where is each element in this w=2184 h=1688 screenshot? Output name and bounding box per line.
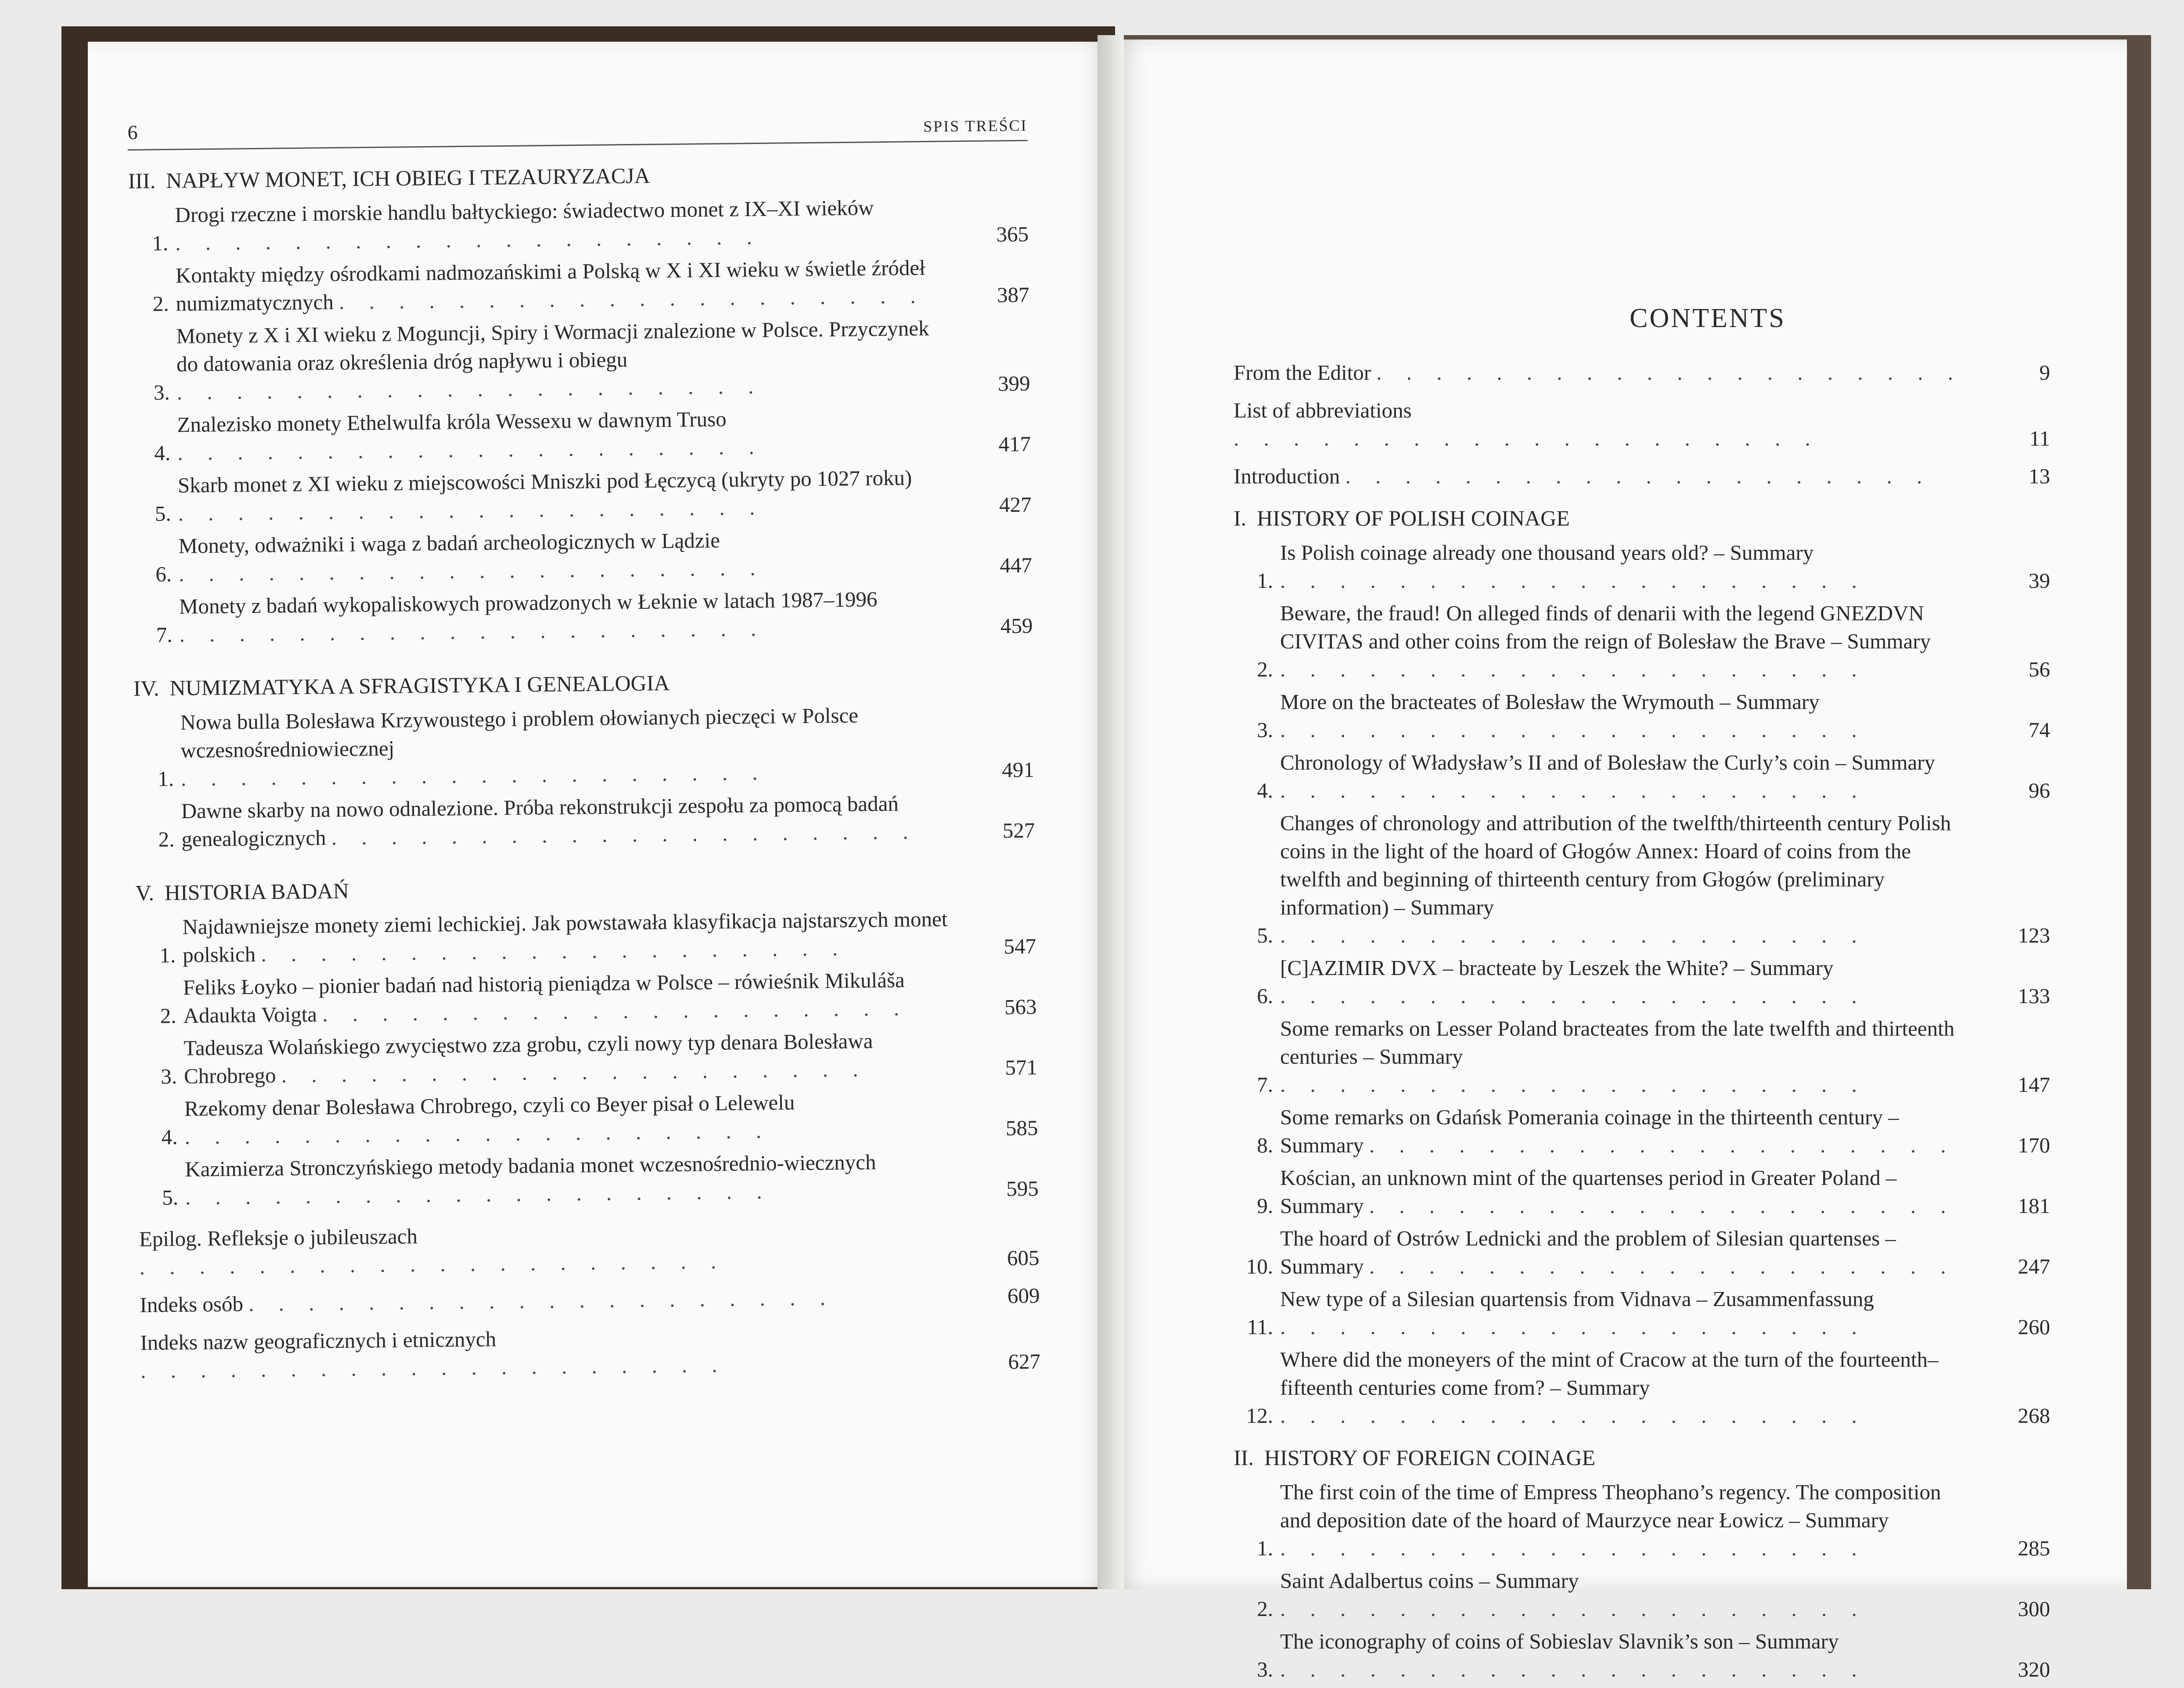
leader-dots: . . . . . . . . . . . . . . . . . . . . bbox=[1280, 984, 1867, 1008]
entry-text: Epilog. Refleksje o jubileuszach bbox=[139, 1224, 418, 1251]
leader-dots: . . . . . . . . . . . . . . . . . . . . bbox=[180, 760, 767, 791]
section-title-text: NUMIZMATYKA A SFRAGISTYKA I GENEALOGIA bbox=[169, 670, 670, 701]
entry-page: 417 bbox=[998, 432, 1031, 457]
front-matter bbox=[1234, 359, 2050, 490]
entry-title bbox=[1280, 599, 1971, 684]
leader-dots: . . . . . . . . . . . . . . . . . . . . bbox=[248, 1285, 835, 1316]
entry-page: 627 bbox=[1008, 1349, 1041, 1374]
section-numeral: III. bbox=[128, 168, 156, 193]
toc-entry bbox=[137, 1025, 1037, 1091]
entry-page: 39 bbox=[2029, 569, 2050, 593]
entry-title bbox=[183, 965, 958, 1029]
entry-number: 11. bbox=[1247, 1315, 1273, 1339]
entry-number: 3. bbox=[1257, 1657, 1273, 1681]
entry-title bbox=[176, 253, 950, 317]
entry-number: 1. bbox=[1257, 569, 1273, 593]
entry-title bbox=[176, 314, 951, 406]
entry-text: Skarb monet z XI wieku z miejscowości Mniszki pod Łęczycą (ukryty po 1027 roku) bbox=[177, 465, 912, 497]
entry-page: 181 bbox=[2018, 1194, 2050, 1218]
leader-dots: . . . . . . . . . . . . . . . . . . . . bbox=[1280, 778, 1867, 803]
section-title-text: NAPŁYW MONET, ICH OBIEG I TEZAURYZACJA bbox=[166, 163, 651, 193]
leader-dots: . . . . . . . . . . . . . . . . . . . . bbox=[184, 1118, 771, 1149]
toc-entry bbox=[1234, 396, 2050, 453]
entry-page: 247 bbox=[2018, 1254, 2050, 1278]
leader-dots: . . . . . . . . . . . . . . . . . . . . bbox=[139, 1249, 726, 1279]
entry-title bbox=[1280, 954, 1971, 1010]
toc-entry bbox=[136, 904, 1036, 969]
entry-title bbox=[1280, 1224, 1971, 1281]
entry-number: 1. bbox=[159, 943, 176, 968]
entry-text: Is Polish coinage already one thousand years old? – Summary bbox=[1280, 540, 1814, 565]
entry-number: 4. bbox=[1257, 778, 1273, 803]
section-heading bbox=[135, 871, 1035, 905]
toc-entry bbox=[138, 1086, 1038, 1151]
section-heading bbox=[1234, 1445, 2050, 1470]
entry-number: 6. bbox=[155, 562, 172, 587]
entry-text: List of abbreviations bbox=[1234, 398, 1412, 422]
entry-text: Introduction bbox=[1234, 464, 1346, 488]
entry-text: The hoard of Ostrów Lednicki and the problem of Silesian quartenses – Summary bbox=[1280, 1226, 1896, 1278]
entry-page: 547 bbox=[1004, 934, 1036, 959]
entry-page: 11 bbox=[2029, 426, 2050, 450]
section-title-text: HISTORIA BADAŃ bbox=[164, 878, 349, 905]
entry-page: 605 bbox=[1007, 1245, 1040, 1270]
entry-title bbox=[175, 193, 950, 257]
entry-number: 3. bbox=[161, 1064, 177, 1089]
entry-text: More on the bracteates of Bolesław the Wrymouth – Summary bbox=[1280, 690, 1820, 714]
entry-page: 260 bbox=[2018, 1315, 2050, 1339]
entry-page: 123 bbox=[2018, 923, 2050, 947]
entry-title bbox=[1280, 1627, 1971, 1684]
entry-number: 2. bbox=[1257, 1597, 1273, 1621]
entry-number: 1. bbox=[157, 766, 174, 791]
entry-title bbox=[185, 1147, 960, 1211]
leader-dots: . . . . . . . . . . . . . . . . . . . . bbox=[338, 283, 926, 314]
entry-title bbox=[1280, 1478, 1971, 1562]
entry-page: 365 bbox=[996, 222, 1029, 247]
back-matter bbox=[139, 1216, 1041, 1385]
entry-text: Some remarks on Gdańsk Pomerania coinage in the thirteenth century – Summary bbox=[1280, 1105, 1899, 1157]
entry-text: Nowa bulla Bolesława Krzywoustego i problem ołowianych pieczęci w Polsce wczesnośredniowiecznej bbox=[180, 703, 859, 763]
toc-entry bbox=[1234, 1567, 2050, 1623]
entry-title bbox=[183, 1026, 958, 1090]
entry-title bbox=[182, 905, 957, 969]
entry-text: Drogi rzeczne i morskie handlu bałtyckiego: świadectwo monet z IX–XI wieków bbox=[175, 195, 874, 227]
leader-dots: . . . . . . . . . . . . . . . . . . . . bbox=[322, 996, 909, 1026]
entry-number: 8. bbox=[1257, 1133, 1273, 1157]
entry-page: 268 bbox=[2018, 1404, 2050, 1428]
entry-text: Najdawniejsze monety ziemi lechickiej. Jak powstawała klasyfikacja najstarszych monet polskich bbox=[182, 907, 948, 967]
leader-dots: . . . . . . . . . . . . . . . . . . . . bbox=[1280, 569, 1867, 593]
toc-entry bbox=[1234, 1103, 2050, 1159]
entry-text: Saint Adalbertus coins – Summary bbox=[1280, 1569, 1579, 1593]
entry-number: 4. bbox=[161, 1124, 178, 1149]
section-numeral: IV. bbox=[133, 676, 159, 701]
entry-title bbox=[1234, 359, 1971, 387]
entry-title bbox=[1280, 539, 1971, 595]
entry-number: 4. bbox=[154, 441, 171, 465]
leader-dots: . . . . . . . . . . . . . . . . . . . . bbox=[177, 434, 764, 465]
leader-dots: . . . . . . . . . . . . . . . . . . . . bbox=[1280, 923, 1867, 947]
entry-number: 5. bbox=[155, 501, 171, 526]
entry-page: 9 bbox=[2039, 360, 2050, 385]
toc-entry bbox=[1234, 1346, 2050, 1430]
page-number: 6 bbox=[127, 121, 138, 144]
entry-title bbox=[181, 789, 956, 853]
entry-title bbox=[140, 1320, 961, 1385]
section-title-text: HISTORY OF POLISH COINAGE bbox=[1257, 506, 1570, 530]
entry-text: Tadeusza Wolańskiego zwycięstwo zza grobu, czyli nowy typ denara Bolesława Chrobrego bbox=[183, 1029, 873, 1088]
entry-text: Some remarks on Lesser Poland bracteates from the late twelfth and thirteenth centuries – Summary bbox=[1280, 1016, 1955, 1069]
entry-number: 7. bbox=[1257, 1073, 1273, 1097]
entry-page: 527 bbox=[1002, 818, 1035, 843]
entry-title bbox=[184, 1087, 959, 1151]
toc-entry bbox=[1234, 359, 2050, 387]
toc-entry bbox=[1234, 749, 2050, 805]
entry-page: 320 bbox=[2018, 1657, 2050, 1681]
entry-title bbox=[1280, 1164, 1971, 1220]
toc-entry bbox=[1234, 599, 2050, 684]
entry-text: Dawne skarby na nowo odnalezione. Próba rekonstrukcji zespołu za pomocą badań genealogicznych bbox=[181, 791, 899, 851]
entry-text: The first coin of the time of Empress Theophano’s regency. The composition and deposition date of the hoard of Maurzyce near Łowicz – Summary bbox=[1280, 1480, 1941, 1532]
toc-entry bbox=[1234, 1164, 2050, 1220]
entry-page: 13 bbox=[2029, 464, 2050, 488]
entry-number: 2. bbox=[152, 292, 169, 316]
leader-dots: . . . . . . . . . . . . . . . . . . . . bbox=[1345, 464, 1932, 488]
toc-entry bbox=[1234, 1478, 2050, 1562]
entry-text: New type of a Silesian quartensis from Vidnava – Zusammenfassung bbox=[1280, 1287, 1874, 1311]
entry-page: 300 bbox=[2018, 1597, 2050, 1621]
entry-title bbox=[177, 403, 952, 467]
right-page-content bbox=[1234, 303, 2050, 1688]
toc-entry bbox=[130, 402, 1031, 467]
toc-entry bbox=[1234, 1224, 2050, 1281]
toc-entry bbox=[1234, 539, 2050, 595]
entry-page: 571 bbox=[1005, 1055, 1038, 1080]
toc-entry bbox=[130, 313, 1030, 407]
entry-text: Beware, the fraud! On alleged finds of denarii with the legend GNEZDVN CIVITAS and other coins from the reign of Bolesław the Brave – Summary bbox=[1280, 601, 1931, 653]
entry-title bbox=[1280, 1015, 1971, 1099]
entry-page: 285 bbox=[2018, 1536, 2050, 1560]
toc-entry bbox=[1234, 688, 2050, 744]
entry-title bbox=[178, 463, 953, 527]
book-gutter bbox=[1097, 35, 1124, 1589]
entry-number: 7. bbox=[156, 622, 173, 647]
leader-dots: . . . . . . . . . . . . . . . . . . . . bbox=[1234, 426, 1820, 450]
entry-number: 3. bbox=[1257, 718, 1273, 742]
entry-text: Indeks osób bbox=[140, 1292, 249, 1317]
leader-dots: . . . . . . . . . . . . . . . . . . . . bbox=[179, 616, 766, 647]
entry-title bbox=[1234, 462, 1971, 490]
entry-text: Kościan, an unknown mint of the quartenses period in Greater Poland – Summary bbox=[1280, 1166, 1897, 1218]
entry-title bbox=[139, 1217, 961, 1281]
toc-entry bbox=[140, 1319, 1040, 1385]
entry-number: 2. bbox=[160, 1003, 176, 1028]
leader-dots: . . . . . . . . . . . . . . . . . . . . bbox=[1280, 657, 1867, 681]
entry-number: 10. bbox=[1246, 1254, 1273, 1278]
toc-entry bbox=[1234, 1285, 2050, 1341]
section-numeral: II. bbox=[1234, 1445, 1254, 1470]
leader-dots: . . . . . . . . . . . . . . . . . . . . bbox=[178, 555, 766, 586]
entry-number: 2. bbox=[158, 827, 175, 852]
entry-text: Where did the moneyers of the mint of Cracow at the turn of the fourteenth–fifteenth centuries come from? – Summary bbox=[1280, 1347, 1939, 1400]
entry-page: 74 bbox=[2029, 718, 2050, 742]
section-heading bbox=[1234, 505, 2050, 531]
leader-dots: . . . . . . . . . . . . . . . . . . . . bbox=[1280, 1597, 1867, 1621]
entry-title bbox=[1280, 688, 1971, 744]
entry-number: 1. bbox=[1257, 1536, 1273, 1560]
entry-text: Znalezisko monety Ethelwulfa króla Wessexu w dawnym Truso bbox=[177, 407, 727, 437]
entry-page: 563 bbox=[1004, 994, 1037, 1019]
entry-page: 427 bbox=[999, 492, 1032, 517]
toc-entry bbox=[138, 1146, 1039, 1212]
entry-text: The iconography of coins of Sobieslav Slavnik’s son – Summary bbox=[1280, 1629, 1839, 1653]
section-heading bbox=[133, 666, 1033, 701]
entry-text: Chronology of Władysław’s II and of Bolesław the Curly’s coin – Summary bbox=[1280, 750, 1936, 774]
entry-page: 170 bbox=[2018, 1133, 2050, 1157]
entry-number: 6. bbox=[1257, 984, 1273, 1008]
entry-text: Monety z X i XI wieku z Moguncji, Spiry i Wormacji znalezione w Polsce. Przyczynek do datowania oraz określenia dróg napływu i obiegu bbox=[176, 316, 929, 376]
entry-title bbox=[180, 700, 955, 792]
toc-entry bbox=[1234, 1015, 2050, 1099]
entry-title bbox=[1280, 1103, 1971, 1159]
leader-dots: . . . . . . . . . . . . . . . . . . . . bbox=[1280, 718, 1867, 742]
entry-title bbox=[179, 584, 954, 648]
leader-dots: . . . . . . . . . . . . . . . . . . . . bbox=[1369, 1254, 1956, 1278]
entry-title bbox=[1280, 749, 1971, 805]
leader-dots: . . . . . . . . . . . . . . . . . . . . bbox=[140, 1352, 727, 1383]
entry-number: 5. bbox=[162, 1185, 179, 1210]
contents-title: CONTENTS bbox=[1630, 303, 1786, 333]
entry-text: Indeks nazw geograficznych i etnicznych bbox=[140, 1327, 497, 1355]
leader-dots: . . . . . . . . . . . . . . . . . . . . bbox=[261, 936, 848, 966]
right-toc bbox=[1234, 505, 2050, 1684]
entry-page: 609 bbox=[1007, 1283, 1040, 1308]
entry-page: 56 bbox=[2029, 657, 2050, 681]
entry-page: 459 bbox=[1000, 613, 1033, 638]
leader-dots: . . . . . . . . . . . . . . . . . . . . bbox=[178, 495, 765, 525]
entry-text: Changes of chronology and attribution of the twelfth/thirteenth century Polish coins in the light of the hoard of Głogów Annex: Hoard of coins from the twelfth and beginning of thirteenth century from Głogów (preliminary information) – Summary bbox=[1280, 811, 1951, 919]
entry-number: 2. bbox=[1257, 657, 1273, 681]
entry-page: 491 bbox=[1002, 757, 1035, 782]
entry-number: 5. bbox=[1257, 923, 1273, 947]
leader-dots: . . . . . . . . . . . . . . . . . . . . bbox=[1280, 1073, 1867, 1097]
leader-dots: . . . . . . . . . . . . . . . . . . . . bbox=[1376, 360, 1963, 385]
entry-page: 447 bbox=[1000, 553, 1033, 578]
entry-text: Kazimierza Stronczyńskiego metody badania monet wczesnośrednio-wiecznych bbox=[184, 1150, 876, 1181]
toc-entry bbox=[129, 253, 1029, 318]
toc-entry bbox=[139, 1216, 1040, 1281]
entry-page: 585 bbox=[1005, 1116, 1038, 1141]
toc-entry bbox=[1234, 462, 2050, 490]
toc-entry bbox=[1234, 1627, 2050, 1684]
section-heading bbox=[128, 159, 1028, 194]
toc-entry bbox=[1234, 809, 2050, 950]
toc-entry bbox=[1234, 954, 2050, 1010]
toc-entry bbox=[133, 583, 1033, 649]
entry-title bbox=[1280, 1285, 1971, 1341]
leader-dots: . . . . . . . . . . . . . . . . . . . . bbox=[1280, 1315, 1867, 1339]
entry-title bbox=[140, 1282, 961, 1319]
toc-entry bbox=[137, 965, 1037, 1030]
entry-number: 9. bbox=[1257, 1194, 1273, 1218]
toc-entry bbox=[133, 699, 1034, 793]
entry-page: 133 bbox=[2018, 984, 2050, 1008]
entry-text: Rzekomy denar Bolesława Chrobrego, czyli co Beyer pisał o Lelewelu bbox=[184, 1090, 795, 1121]
entry-text: Kontakty między ośrodkami nadmozańskimi a Polską w X i XI wieku w świetle źródeł numizmatycznych bbox=[175, 255, 926, 316]
toc-entry bbox=[134, 788, 1035, 853]
leader-dots: . . . . . . . . . . . . . . . . . . . . bbox=[281, 1057, 868, 1087]
entry-text: From the Editor bbox=[1234, 360, 1377, 385]
entry-title bbox=[1280, 1346, 1971, 1430]
leader-dots: . . . . . . . . . . . . . . . . . . . . bbox=[176, 374, 763, 404]
entry-number: 12. bbox=[1246, 1404, 1273, 1428]
leader-dots: . . . . . . . . . . . . . . . . . . . . bbox=[1280, 1536, 1867, 1560]
toc-entry bbox=[132, 523, 1032, 588]
entry-number: 1. bbox=[152, 231, 169, 256]
entry-title bbox=[1280, 809, 1971, 950]
entry-page: 387 bbox=[997, 282, 1029, 307]
entry-page: 399 bbox=[997, 371, 1030, 396]
left-toc bbox=[128, 159, 1039, 1212]
leader-dots: . . . . . . . . . . . . . . . . . . . . bbox=[331, 819, 918, 850]
section-numeral: I. bbox=[1234, 506, 1247, 530]
entry-text: Monety, odważniki i waga z badań archeologicznych w Lądzie bbox=[178, 528, 720, 558]
leader-dots: . . . . . . . . . . . . . . . . . . . . bbox=[1369, 1133, 1956, 1157]
entry-text: Feliks Łoyko – pionier badań nad historią pieniądza w Polsce – rówieśnik Mikuláša Adaukta Voigta bbox=[183, 968, 905, 1028]
entry-page: 147 bbox=[2018, 1073, 2050, 1097]
running-title: SPIS TREŚCI bbox=[923, 116, 1028, 136]
entry-number: 3. bbox=[153, 380, 170, 405]
entry-page: 96 bbox=[2029, 778, 2050, 803]
entry-title bbox=[178, 524, 953, 588]
entry-text: Monety z badań wykopaliskowych prowadzonych w Łeknie w latach 1987–1996 bbox=[179, 587, 878, 619]
toc-entry bbox=[140, 1281, 1040, 1319]
leader-dots: . . . . . . . . . . . . . . . . . . . . bbox=[185, 1179, 772, 1209]
leader-dots: . . . . . . . . . . . . . . . . . . . . bbox=[175, 224, 762, 255]
section-numeral: V. bbox=[135, 880, 155, 905]
toc-entry bbox=[131, 462, 1032, 528]
entry-text: [C]AZIMIR DVX – bracteate by Leszek the White? – Summary bbox=[1280, 956, 1834, 980]
leader-dots: . . . . . . . . . . . . . . . . . . . . bbox=[1280, 1657, 1867, 1681]
entry-page: 595 bbox=[1006, 1176, 1039, 1201]
leader-dots: . . . . . . . . . . . . . . . . . . . . bbox=[1369, 1194, 1956, 1218]
leader-dots: . . . . . . . . . . . . . . . . . . . . bbox=[1280, 1404, 1867, 1428]
toc-entry bbox=[128, 192, 1029, 258]
section-title-text: HISTORY OF FOREIGN COINAGE bbox=[1264, 1445, 1596, 1470]
left-page-content bbox=[127, 101, 1041, 1395]
entry-title bbox=[1280, 1567, 1971, 1623]
entry-title bbox=[1234, 396, 1971, 453]
